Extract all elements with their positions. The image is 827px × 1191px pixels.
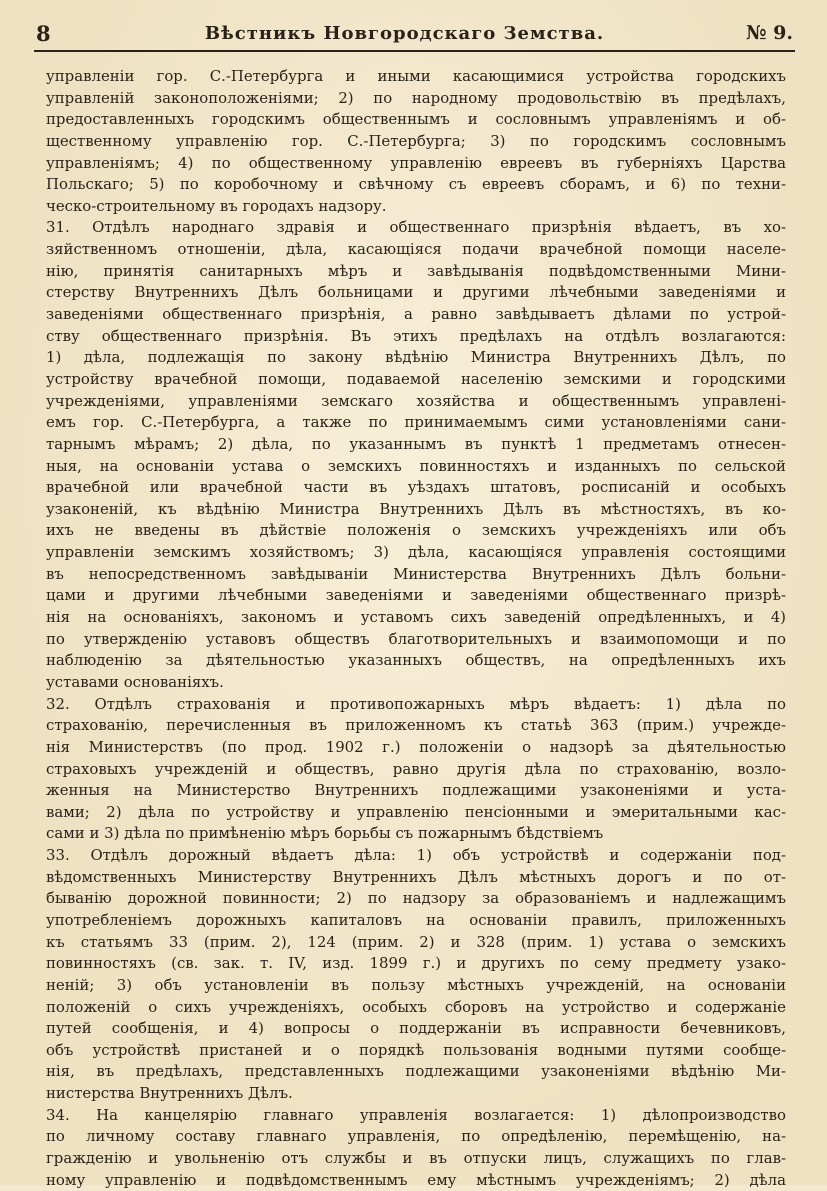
text-line: вами; 2) дѣла по устройству и управленію пенсіонными и эмеритальными кас-	[46, 802, 786, 821]
text-line: тарнымъ мѣрамъ; 2) дѣла, по указаннымъ въ пунктѣ 1 предметамъ отнесен-	[46, 434, 786, 453]
text-line: повинностяхъ (св. зак. т. IV, изд. 1899 г.) и другихъ по сему предмету узако-	[46, 954, 786, 973]
text-line: зяйственномъ отношеніи, дѣла, касающіяся подачи врачебной помощи населе-	[46, 240, 786, 259]
text-line: нистерства Внутреннихъ Дѣлъ.	[46, 1084, 293, 1103]
text-line: предоставленныхъ городскимъ общественнымъ и сословнымъ управленіямъ и об-	[46, 110, 786, 129]
text-line: стерству Внутреннихъ Дѣлъ больницами и другими лѣчебными заведеніями и	[46, 283, 786, 302]
text-line: Польскаго; 5) по коробочному и свѣчному съ евреевъ сборамъ, и 6) по техни-	[46, 175, 786, 194]
page-header	[36, 18, 793, 48]
text-line: ному управленію и подвѣдомственнымъ ему мѣстнымъ учрежденіямъ; 2) дѣла	[46, 1170, 786, 1189]
text-line: вѣдомственныхъ Министерству Внутреннихъ Дѣлъ мѣстныхъ дорогъ и по от-	[46, 867, 786, 886]
text-line: 34. На канцелярію главнаго управленія возлагается: 1) дѣлопроизводство	[46, 1105, 786, 1124]
text-line: управленіямъ; 4) по общественному управленію евреевъ въ губерніяхъ Царства	[46, 153, 786, 172]
text-line: объ устройствѣ пристаней и о порядкѣ пользованія водными путями сообще-	[46, 1040, 786, 1059]
text-line: къ статьямъ 33 (прим. 2), 124 (прим. 2) и 328 (прим. 1) устава о земскихъ	[46, 932, 786, 951]
text-line: управленій законоположеніями; 2) по народному продовольствію въ предѣлахъ,	[46, 88, 786, 107]
text-line: путей сообщенія, и 4) вопросы о поддержаніи въ исправности бечевниковъ,	[46, 1019, 786, 1038]
text-line: гражденію и увольненію отъ службы и въ отпуски лицъ, служащихъ по глав-	[46, 1149, 786, 1168]
text-line: 32. Отдѣлъ страхованія и противопожарныхъ мѣръ вѣдаетъ: 1) дѣла по	[46, 694, 786, 713]
header-rule	[34, 50, 795, 52]
text-line: учрежденіями, управленіями земскаго хозяйства и общественнымъ управлені-	[46, 391, 786, 410]
text-line: заведеніями общественнаго призрѣнія, а равно завѣдываетъ дѣлами по устрой-	[46, 305, 786, 324]
text-line: узаконеній, къ вѣдѣнію Министра Внутреннихъ Дѣлъ въ мѣстностяхъ, въ ко-	[46, 499, 786, 518]
running-title: Вѣстникъ Новгородскаго Земства.	[204, 22, 605, 44]
text-line: положеній о сихъ учрежденіяхъ, особыхъ сборовъ на устройство и содержаніе	[46, 997, 786, 1016]
text-line: 1) дѣла, подлежащія по закону вѣдѣнію Министра Внутреннихъ Дѣлъ, по	[46, 348, 786, 367]
text-line: наблюденію за дѣятельностью указанныхъ обществъ, на опредѣленныхъ ихъ	[46, 651, 786, 670]
text-line: устройству врачебной помощи, подаваемой населенію земскими и городскими	[46, 369, 786, 388]
text-line: быванію дорожной повинности; 2) по надзору за образованіемъ и надлежащимъ	[46, 889, 786, 908]
text-line: нія на основаніяхъ, закономъ и уставомъ сихъ заведеній опредѣленныхъ, и 4)	[46, 608, 786, 627]
text-line: врачебной или врачебной части въ уѣздахъ штатовъ, росписаній и особыхъ	[46, 478, 786, 497]
page-number: 8	[36, 20, 51, 46]
text-line: ству общественнаго призрѣнія. Въ этихъ предѣлахъ на отдѣлъ возлагаются:	[46, 326, 786, 345]
text-line: употребленіемъ дорожныхъ капиталовъ на основаніи правилъ, приложенныхъ	[46, 910, 786, 929]
text-line: по утвержденію уставовъ обществъ благотворительныхъ и взаимопомощи и по	[46, 629, 786, 648]
text-line: неній; 3) объ установленіи въ пользу мѣстныхъ учрежденій, на основаніи	[46, 975, 786, 994]
text-line: 31. Отдѣлъ народнаго здравія и общественнаго призрѣнія вѣдаетъ, въ хо-	[46, 218, 786, 237]
text-line: нія Министерствъ (по прод. 1902 г.) положеніи о надзорѣ за дѣятельностью	[46, 737, 786, 756]
text-line: по личному составу главнаго управленія, по опредѣленію, перемѣщенію, на-	[46, 1127, 786, 1146]
text-line: щественному управленію гор. С.-Петербурга; 3) по городскимъ сословнымъ	[46, 131, 786, 150]
text-line: страхованію, перечисленныя въ приложенномъ къ статьѣ 363 (прим.) учрежде-	[46, 716, 786, 735]
text-line: емъ гор. С.-Петербурга, а также по принимаемымъ сими установленіями сани-	[46, 413, 786, 432]
text-line: ихъ не введены въ дѣйствіе положенія о земскихъ учрежденіяхъ или объ	[46, 521, 786, 540]
text-line: нія, въ предѣлахъ, представленныхъ подлежащими узаконеніями вѣдѣнію Ми-	[46, 1062, 786, 1081]
text-line: управленіи гор. С.-Петербурга и иными касающимися устройства городскихъ	[46, 67, 786, 85]
text-line: сами и 3) дѣла по примѣненію мѣръ борьбы съ пожарнымъ бѣдствіемъ	[46, 824, 604, 843]
text-line: въ непосредственномъ завѣдываніи Министерства Внутреннихъ Дѣлъ больни-	[46, 564, 786, 583]
text-line: страховыхъ учрежденій и обществъ, равно другія дѣла по страхованію, возло-	[46, 759, 786, 778]
text-line: цами и другими лѣчебными заведеніями и заведеніями общественнаго призрѣ-	[46, 586, 786, 605]
text-line: нію, принятія санитарныхъ мѣръ и завѣдыванія подвѣдомственными Мини-	[46, 261, 786, 280]
text-line: ческо-строительному въ городахъ надзору.	[46, 196, 387, 215]
text-line: уставами основаніяхъ.	[46, 672, 224, 691]
text-line: 33. Отдѣлъ дорожный вѣдаетъ дѣла: 1) объ устройствѣ и содержаніи под-	[46, 846, 786, 865]
body-text	[46, 66, 786, 1189]
text-line: женныя на Министерство Внутреннихъ подлежащими узаконеніями и уста-	[46, 781, 786, 800]
text-line: управленіи земскимъ хозяйствомъ; 3) дѣла, касающіяся управленія состоящими	[46, 543, 786, 562]
text-line: ныя, на основаніи устава о земскихъ повинностяхъ и изданныхъ по сельской	[46, 456, 786, 475]
issue-number: № 9.	[745, 22, 793, 44]
